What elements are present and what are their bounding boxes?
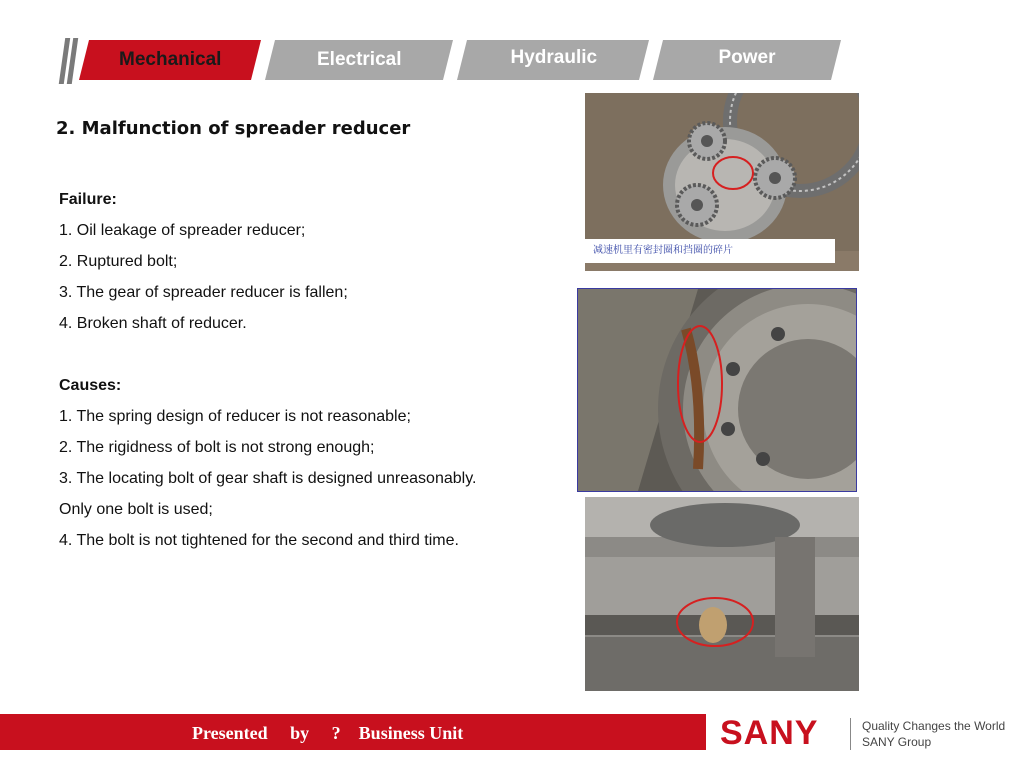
causes-heading: Causes: xyxy=(59,377,122,394)
failure-item: 1. Oil leakage of spreader reducer; xyxy=(59,222,306,239)
tab-electrical[interactable] xyxy=(265,40,453,80)
footer-by: by xyxy=(290,723,310,743)
failure-heading: Failure: xyxy=(59,191,117,208)
photo-reducer-gears xyxy=(585,93,859,271)
photo-reducer-housing xyxy=(577,288,857,492)
footer-text xyxy=(192,714,463,750)
tab-label: Mechanical xyxy=(118,49,222,70)
brand-tagline xyxy=(862,718,1005,750)
tagline-text: Quality Changes the World xyxy=(862,719,1006,733)
slide-title: 2. Malfunction of spreader reducer xyxy=(56,118,411,139)
causes-item: 1. The spring design of reducer is not reasonable; xyxy=(59,408,411,425)
tab-label: Power xyxy=(718,47,777,68)
footer-unit: Business Unit xyxy=(358,723,464,743)
photo-caption: 减速机里有密封圈和挡圈的碎片 xyxy=(593,245,733,256)
causes-item: 2. The rigidness of bolt is not strong enough; xyxy=(59,439,375,456)
tab-label: Hydraulic xyxy=(510,47,597,68)
failure-item: 4. Broken shaft of reducer. xyxy=(59,315,247,332)
footer-presented: Presented xyxy=(192,723,268,743)
causes-item: 4. The bolt is not tightened for the second and third time. xyxy=(59,532,459,549)
causes-item: 3. The locating bolt of gear shaft is designed unreasonably. xyxy=(59,470,477,487)
photo-spreader-underside xyxy=(585,497,859,691)
causes-item: Only one bolt is used; xyxy=(59,501,213,518)
sany-logo: SANY xyxy=(720,714,819,752)
failure-item: 2. Ruptured bolt; xyxy=(59,253,178,270)
footer-unknown: ? xyxy=(331,723,341,743)
tab-hydraulic[interactable] xyxy=(457,40,649,80)
failure-item: 3. The gear of spreader reducer is fallen; xyxy=(59,284,348,301)
logo-divider xyxy=(850,718,851,750)
content-text xyxy=(59,184,599,556)
tab-mechanical[interactable] xyxy=(79,40,261,80)
group-text: SANY Group xyxy=(862,735,932,749)
tab-power[interactable] xyxy=(653,40,841,80)
tab-label: Electrical xyxy=(316,49,402,70)
